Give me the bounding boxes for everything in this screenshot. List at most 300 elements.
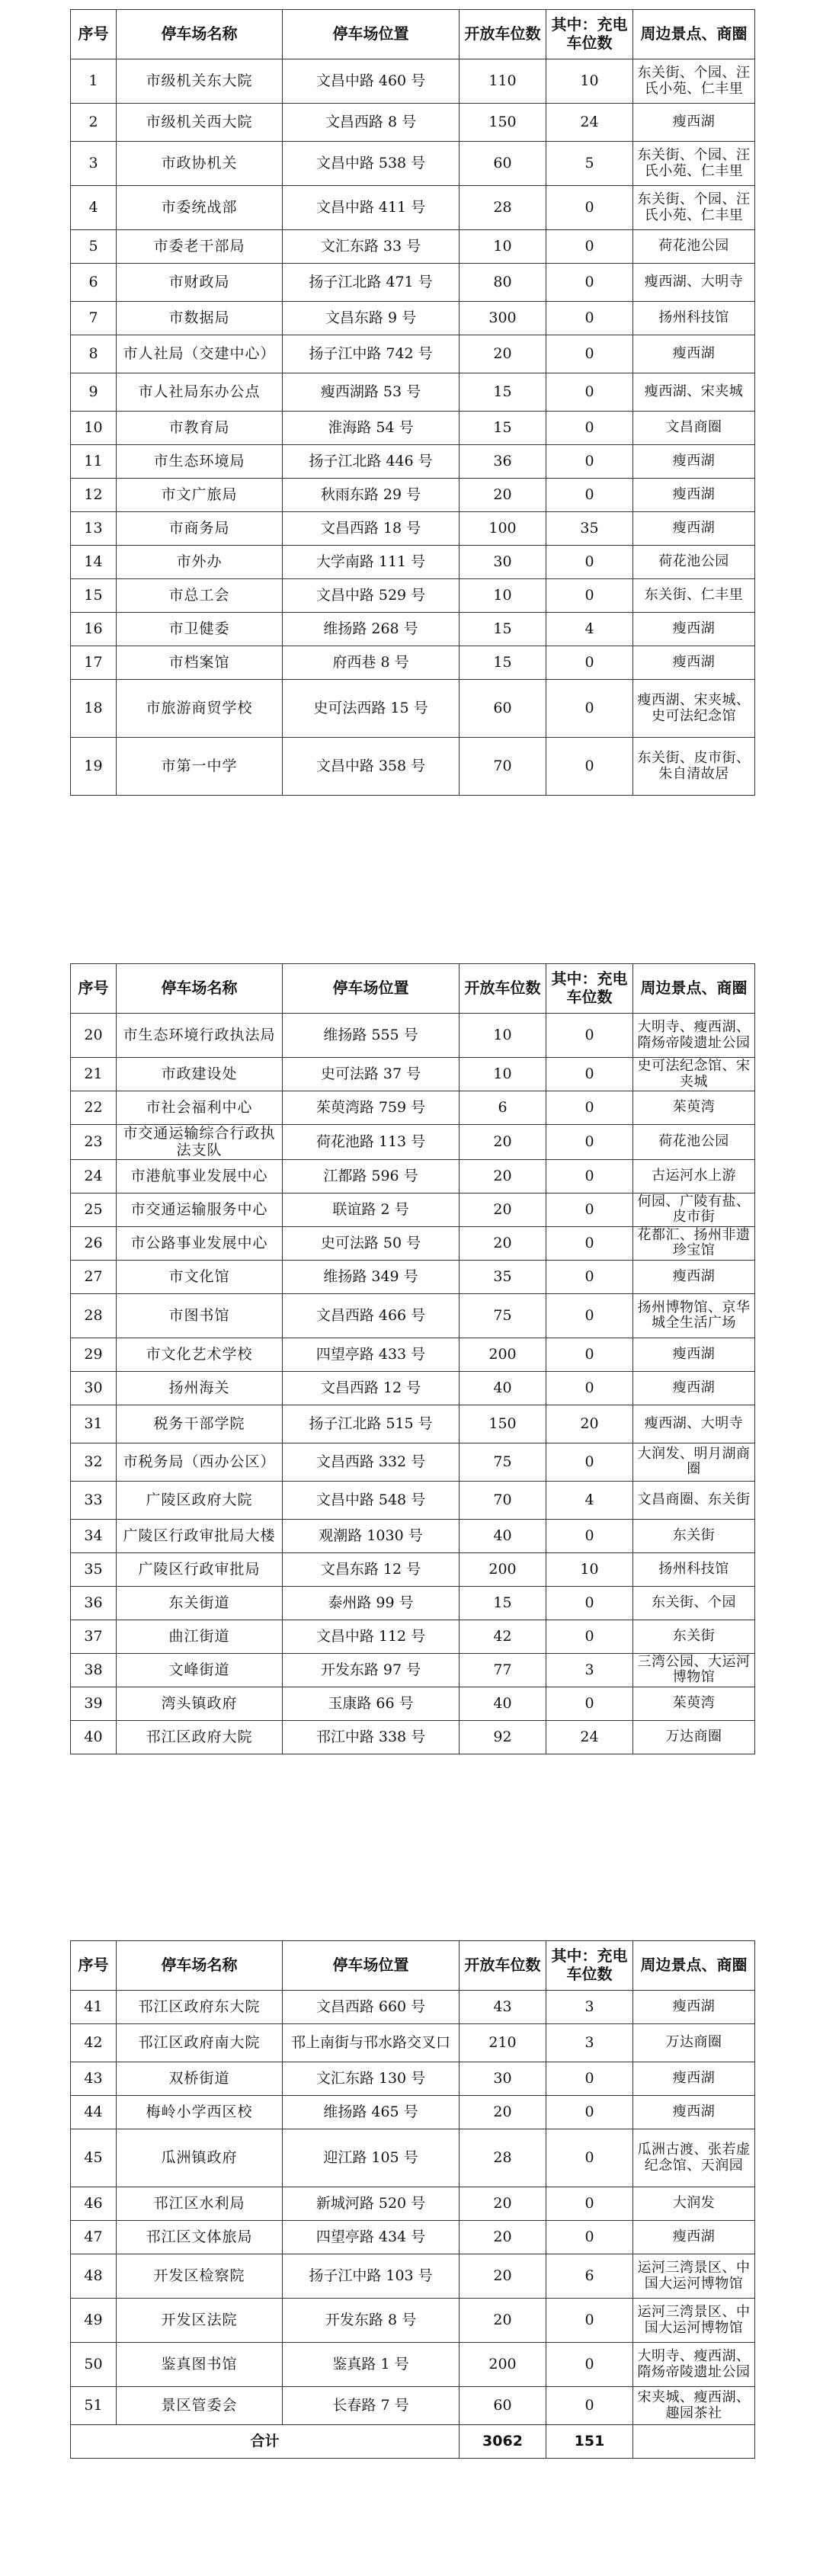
row-spaces: 20 — [460, 2299, 546, 2343]
row-spaces: 15 — [460, 412, 546, 445]
row-spaces: 35 — [460, 1260, 546, 1293]
row-charging: 0 — [546, 1443, 633, 1481]
header-spaces: 开放车位数 — [460, 1941, 546, 1991]
row-spaces: 92 — [460, 1720, 546, 1754]
table-row — [71, 1371, 755, 1405]
row-nearby: 茱萸湾 — [633, 1091, 755, 1125]
table-row — [71, 1552, 755, 1586]
row-index: 38 — [71, 1653, 117, 1687]
row-index: 32 — [71, 1443, 117, 1481]
row-name: 市文化馆 — [117, 1260, 283, 1293]
row-nearby: 运河三湾景区、中国大运河博物馆 — [633, 2299, 755, 2343]
table-row — [71, 738, 755, 796]
row-name: 东关街道 — [117, 1586, 283, 1620]
row-name: 市人社局（交建中心） — [117, 335, 283, 373]
table-row — [71, 1293, 755, 1338]
row-nearby: 万达商圈 — [633, 2024, 755, 2062]
row-charging: 0 — [546, 1371, 633, 1405]
row-index: 46 — [71, 2187, 117, 2221]
header-location: 停车场位置 — [283, 964, 460, 1014]
row-index: 28 — [71, 1293, 117, 1338]
row-spaces: 110 — [460, 59, 546, 104]
row-charging: 0 — [546, 1014, 633, 1058]
row-charging: 0 — [546, 230, 633, 264]
table-row — [71, 445, 755, 479]
row-charging: 0 — [546, 1586, 633, 1620]
row-charging: 0 — [546, 445, 633, 479]
row-charging: 4 — [546, 613, 633, 646]
row-spaces: 28 — [460, 186, 546, 230]
row-location: 鉴真路 1 号 — [283, 2343, 460, 2387]
table-row — [71, 1519, 755, 1552]
row-location: 扬子江北路 515 号 — [283, 1405, 460, 1443]
row-index: 5 — [71, 230, 117, 264]
row-spaces: 20 — [460, 1125, 546, 1160]
row-location: 文昌西路 466 号 — [283, 1293, 460, 1338]
row-charging: 6 — [546, 2254, 633, 2299]
row-location: 文汇东路 33 号 — [283, 230, 460, 264]
row-location: 史可法路 37 号 — [283, 1058, 460, 1091]
row-location: 史可法路 50 号 — [283, 1226, 460, 1260]
row-charging: 0 — [546, 646, 633, 680]
row-location: 新城河路 520 号 — [283, 2187, 460, 2221]
row-spaces: 20 — [460, 2254, 546, 2299]
row-charging: 5 — [546, 142, 633, 186]
row-name: 市级机关东大院 — [117, 59, 283, 104]
row-charging: 3 — [546, 2024, 633, 2062]
table-row — [71, 1193, 755, 1226]
table-row — [71, 264, 755, 302]
row-index: 3 — [71, 142, 117, 186]
row-name: 税务干部学院 — [117, 1405, 283, 1443]
row-charging: 3 — [546, 1653, 633, 1687]
header-location: 停车场位置 — [283, 1941, 460, 1991]
row-location: 文汇东路 130 号 — [283, 2062, 460, 2096]
row-location: 长春路 7 号 — [283, 2387, 460, 2425]
row-spaces: 42 — [460, 1620, 546, 1653]
row-spaces: 100 — [460, 512, 546, 546]
table-row — [71, 2254, 755, 2299]
table-row — [71, 335, 755, 373]
table-row — [71, 1653, 755, 1687]
header-row — [71, 10, 755, 59]
row-nearby: 东关街、个园、汪氏小苑、仁丰里 — [633, 59, 755, 104]
table-row — [71, 412, 755, 445]
row-spaces: 20 — [460, 2096, 546, 2129]
row-location: 开发东路 8 号 — [283, 2299, 460, 2343]
header-nearby: 周边景点、商圈 — [633, 964, 755, 1014]
row-spaces: 77 — [460, 1653, 546, 1687]
table-row — [71, 2096, 755, 2129]
row-spaces: 70 — [460, 1481, 546, 1519]
row-nearby: 瘦西湖 — [633, 445, 755, 479]
row-index: 42 — [71, 2024, 117, 2062]
row-location: 文昌中路 538 号 — [283, 142, 460, 186]
row-spaces: 10 — [460, 230, 546, 264]
row-index: 1 — [71, 59, 117, 104]
row-index: 4 — [71, 186, 117, 230]
row-charging: 10 — [546, 1552, 633, 1586]
row-spaces: 150 — [460, 1405, 546, 1443]
row-index: 9 — [71, 373, 117, 412]
row-spaces: 15 — [460, 646, 546, 680]
row-location: 文昌西路 12 号 — [283, 1371, 460, 1405]
row-charging: 0 — [546, 738, 633, 796]
row-name: 市港航事业发展中心 — [117, 1159, 283, 1193]
row-name: 市委老干部局 — [117, 230, 283, 264]
row-nearby: 古运河水上游 — [633, 1159, 755, 1193]
row-name: 广陵区行政审批局 — [117, 1552, 283, 1586]
row-nearby: 瘦西湖 — [633, 2062, 755, 2096]
row-name: 开发区法院 — [117, 2299, 283, 2343]
row-charging: 0 — [546, 2299, 633, 2343]
row-spaces: 300 — [460, 302, 546, 335]
row-name: 广陵区政府大院 — [117, 1481, 283, 1519]
row-index: 24 — [71, 1159, 117, 1193]
row-charging: 0 — [546, 479, 633, 512]
row-charging: 0 — [546, 2096, 633, 2129]
row-name: 市委统战部 — [117, 186, 283, 230]
row-spaces: 150 — [460, 104, 546, 142]
row-index: 41 — [71, 1991, 117, 2024]
row-index: 15 — [71, 579, 117, 613]
row-index: 11 — [71, 445, 117, 479]
table-row — [71, 142, 755, 186]
row-name: 鉴真图书馆 — [117, 2343, 283, 2387]
row-spaces: 70 — [460, 738, 546, 796]
row-charging: 0 — [546, 680, 633, 738]
row-location: 文昌西路 660 号 — [283, 1991, 460, 2024]
row-index: 26 — [71, 1226, 117, 1260]
row-name: 开发区检察院 — [117, 2254, 283, 2299]
row-nearby: 瘦西湖、大明寺 — [633, 1405, 755, 1443]
row-location: 秋雨东路 29 号 — [283, 479, 460, 512]
row-name: 市政协机关 — [117, 142, 283, 186]
row-index: 16 — [71, 613, 117, 646]
row-nearby: 扬州科技馆 — [633, 1552, 755, 1586]
table-row — [71, 1260, 755, 1293]
row-location: 文昌中路 548 号 — [283, 1481, 460, 1519]
row-nearby: 东关街、个园 — [633, 1586, 755, 1620]
row-index: 17 — [71, 646, 117, 680]
row-index: 43 — [71, 2062, 117, 2096]
row-spaces: 210 — [460, 2024, 546, 2062]
row-index: 40 — [71, 1720, 117, 1754]
row-location: 邗江中路 338 号 — [283, 1720, 460, 1754]
table-row — [71, 2024, 755, 2062]
table-row — [71, 59, 755, 104]
header-name: 停车场名称 — [117, 964, 283, 1014]
row-spaces: 60 — [460, 2387, 546, 2425]
row-spaces: 40 — [460, 1687, 546, 1720]
row-nearby: 瘦西湖 — [633, 1260, 755, 1293]
row-nearby: 瘦西湖 — [633, 104, 755, 142]
row-spaces: 20 — [460, 2221, 546, 2254]
row-name: 市第一中学 — [117, 738, 283, 796]
row-index: 39 — [71, 1687, 117, 1720]
table-row — [71, 1125, 755, 1160]
row-charging: 0 — [546, 335, 633, 373]
row-index: 47 — [71, 2221, 117, 2254]
row-location: 文昌东路 9 号 — [283, 302, 460, 335]
row-spaces: 40 — [460, 1371, 546, 1405]
row-spaces: 200 — [460, 1552, 546, 1586]
header-name: 停车场名称 — [117, 1941, 283, 1991]
row-name: 邗江区政府大院 — [117, 1720, 283, 1754]
row-nearby: 东关街、个园、汪氏小苑、仁丰里 — [633, 186, 755, 230]
table-row — [71, 186, 755, 230]
row-nearby: 瘦西湖 — [633, 2096, 755, 2129]
row-nearby: 东关街、仁丰里 — [633, 579, 755, 613]
row-name: 邗江区政府南大院 — [117, 2024, 283, 2062]
row-location: 扬子江北路 446 号 — [283, 445, 460, 479]
table-row — [71, 680, 755, 738]
row-nearby: 东关街、个园、汪氏小苑、仁丰里 — [633, 142, 755, 186]
row-location: 扬子江中路 103 号 — [283, 2254, 460, 2299]
table-row — [71, 1405, 755, 1443]
row-location: 大学南路 111 号 — [283, 546, 460, 579]
table-row — [71, 1058, 755, 1091]
row-spaces: 75 — [460, 1293, 546, 1338]
row-name: 市数据局 — [117, 302, 283, 335]
row-index: 14 — [71, 546, 117, 579]
row-name: 景区管委会 — [117, 2387, 283, 2425]
row-nearby: 万达商圈 — [633, 1720, 755, 1754]
row-location: 维扬路 268 号 — [283, 613, 460, 646]
row-charging: 0 — [546, 186, 633, 230]
row-spaces: 15 — [460, 373, 546, 412]
row-name: 曲江街道 — [117, 1620, 283, 1653]
row-location: 维扬路 349 号 — [283, 1260, 460, 1293]
total-spaces: 3062 — [460, 2425, 546, 2459]
row-location: 文昌中路 460 号 — [283, 59, 460, 104]
table-row — [71, 1586, 755, 1620]
row-spaces: 10 — [460, 1058, 546, 1091]
row-name: 市交通运输综合行政执法支队 — [117, 1125, 283, 1160]
row-location: 文昌中路 358 号 — [283, 738, 460, 796]
row-index: 6 — [71, 264, 117, 302]
row-spaces: 75 — [460, 1443, 546, 1481]
row-nearby: 瘦西湖 — [633, 512, 755, 546]
table-row — [71, 230, 755, 264]
table-row — [71, 302, 755, 335]
row-name: 市卫健委 — [117, 613, 283, 646]
row-charging: 0 — [546, 579, 633, 613]
row-nearby: 茱萸湾 — [633, 1687, 755, 1720]
header-location: 停车场位置 — [283, 10, 460, 59]
row-index: 12 — [71, 479, 117, 512]
table-row — [71, 1991, 755, 2024]
row-location: 玉康路 66 号 — [283, 1687, 460, 1720]
row-nearby: 瘦西湖 — [633, 1338, 755, 1371]
row-nearby: 三湾公园、大运河博物馆 — [633, 1653, 755, 1687]
row-name: 市旅游商贸学校 — [117, 680, 283, 738]
row-charging: 0 — [546, 1620, 633, 1653]
row-location: 邗上南街与邗水路交叉口 — [283, 2024, 460, 2062]
table-row — [71, 2129, 755, 2187]
row-spaces: 10 — [460, 1014, 546, 1058]
table-row — [71, 2343, 755, 2387]
table-row — [71, 1226, 755, 1260]
row-location: 四望亭路 433 号 — [283, 1338, 460, 1371]
row-name: 市外办 — [117, 546, 283, 579]
row-nearby: 瘦西湖 — [633, 1371, 755, 1405]
row-nearby: 瘦西湖 — [633, 1991, 755, 2024]
row-location: 四望亭路 434 号 — [283, 2221, 460, 2254]
table-row — [71, 1014, 755, 1058]
row-charging: 24 — [546, 104, 633, 142]
row-index: 35 — [71, 1552, 117, 1586]
row-index: 51 — [71, 2387, 117, 2425]
row-index: 29 — [71, 1338, 117, 1371]
row-location: 开发东路 97 号 — [283, 1653, 460, 1687]
row-charging: 0 — [546, 2129, 633, 2187]
row-location: 维扬路 555 号 — [283, 1014, 460, 1058]
row-name: 市商务局 — [117, 512, 283, 546]
row-spaces: 30 — [460, 2062, 546, 2096]
row-name: 市生态环境行政执法局 — [117, 1014, 283, 1058]
row-name: 湾头镇政府 — [117, 1687, 283, 1720]
row-charging: 0 — [546, 1125, 633, 1160]
header-name: 停车场名称 — [117, 10, 283, 59]
row-name: 扬州海关 — [117, 1371, 283, 1405]
row-spaces: 60 — [460, 142, 546, 186]
row-nearby: 扬州博物馆、京华城全生活广场 — [633, 1293, 755, 1338]
row-nearby: 运河三湾景区、中国大运河博物馆 — [633, 2254, 755, 2299]
row-name: 市社会福利中心 — [117, 1091, 283, 1125]
row-spaces: 20 — [460, 1159, 546, 1193]
row-location: 文昌西路 8 号 — [283, 104, 460, 142]
row-nearby: 东关街、皮市街、朱自清故居 — [633, 738, 755, 796]
row-charging: 0 — [546, 2062, 633, 2096]
row-location: 文昌东路 12 号 — [283, 1552, 460, 1586]
row-charging: 0 — [546, 1519, 633, 1552]
row-charging: 0 — [546, 1687, 633, 1720]
row-nearby: 瘦西湖 — [633, 613, 755, 646]
header-charging: 其中：充电车位数 — [546, 964, 633, 1014]
row-name: 市公路事业发展中心 — [117, 1226, 283, 1260]
row-charging: 0 — [546, 1226, 633, 1260]
row-charging: 10 — [546, 59, 633, 104]
row-spaces: 60 — [460, 680, 546, 738]
row-nearby: 东关街 — [633, 1620, 755, 1653]
row-index: 13 — [71, 512, 117, 546]
row-index: 10 — [71, 412, 117, 445]
table-row — [71, 1481, 755, 1519]
table-row — [71, 1091, 755, 1125]
table-row — [71, 613, 755, 646]
row-nearby: 文昌商圈、东关街 — [633, 1481, 755, 1519]
table-row — [71, 1338, 755, 1371]
table-row — [71, 646, 755, 680]
row-index: 23 — [71, 1125, 117, 1160]
row-nearby: 大明寺、瘦西湖、隋炀帝陵遗址公园 — [633, 1014, 755, 1058]
row-spaces: 43 — [460, 1991, 546, 2024]
row-spaces: 80 — [460, 264, 546, 302]
row-nearby: 瓜洲古渡、张若虚纪念馆、天润园 — [633, 2129, 755, 2187]
row-spaces: 15 — [460, 1586, 546, 1620]
table-row — [71, 104, 755, 142]
row-nearby: 文昌商圈 — [633, 412, 755, 445]
row-location: 文昌西路 332 号 — [283, 1443, 460, 1481]
row-charging: 0 — [546, 264, 633, 302]
parking-table-1 — [70, 9, 755, 796]
row-spaces: 20 — [460, 335, 546, 373]
table-row — [71, 1159, 755, 1193]
row-charging: 0 — [546, 373, 633, 412]
table-row — [71, 2387, 755, 2425]
row-index: 37 — [71, 1620, 117, 1653]
row-location: 江都路 596 号 — [283, 1159, 460, 1193]
row-name: 市教育局 — [117, 412, 283, 445]
row-location: 泰州路 99 号 — [283, 1586, 460, 1620]
row-location: 扬子江中路 742 号 — [283, 335, 460, 373]
row-index: 50 — [71, 2343, 117, 2387]
row-name: 市图书馆 — [117, 1293, 283, 1338]
table-row — [71, 479, 755, 512]
table-row — [71, 2299, 755, 2343]
table-row — [71, 1620, 755, 1653]
row-spaces: 20 — [460, 1193, 546, 1226]
row-name: 市总工会 — [117, 579, 283, 613]
row-index: 45 — [71, 2129, 117, 2187]
row-location: 淮海路 54 号 — [283, 412, 460, 445]
header-index: 序号 — [71, 10, 117, 59]
row-name: 市政建设处 — [117, 1058, 283, 1091]
row-charging: 4 — [546, 1481, 633, 1519]
row-nearby: 东关街 — [633, 1519, 755, 1552]
row-charging: 3 — [546, 1991, 633, 2024]
row-charging: 0 — [546, 412, 633, 445]
row-index: 48 — [71, 2254, 117, 2299]
row-charging: 0 — [546, 2387, 633, 2425]
row-charging: 35 — [546, 512, 633, 546]
row-charging: 0 — [546, 1260, 633, 1293]
row-charging: 0 — [546, 302, 633, 335]
row-charging: 0 — [546, 1293, 633, 1338]
row-nearby: 何园、广陵有盐、皮市街 — [633, 1193, 755, 1226]
row-nearby: 花都汇、扬州非遗珍宝馆 — [633, 1226, 755, 1260]
row-name: 市文化艺术学校 — [117, 1338, 283, 1371]
table-row — [71, 373, 755, 412]
header-charging: 其中：充电车位数 — [546, 10, 633, 59]
row-nearby: 扬州科技馆 — [633, 302, 755, 335]
row-name: 市档案馆 — [117, 646, 283, 680]
row-name: 邗江区文体旅局 — [117, 2221, 283, 2254]
row-location: 扬子江北路 471 号 — [283, 264, 460, 302]
row-location: 瘦西湖路 53 号 — [283, 373, 460, 412]
row-nearby: 荷花池公园 — [633, 1125, 755, 1160]
table-row — [71, 2062, 755, 2096]
row-index: 34 — [71, 1519, 117, 1552]
row-charging: 0 — [546, 1193, 633, 1226]
row-location: 联谊路 2 号 — [283, 1193, 460, 1226]
row-name: 市级机关西大院 — [117, 104, 283, 142]
row-spaces: 200 — [460, 1338, 546, 1371]
header-nearby: 周边景点、商圈 — [633, 10, 755, 59]
row-nearby: 瘦西湖 — [633, 646, 755, 680]
table-row — [71, 579, 755, 613]
header-nearby: 周边景点、商圈 — [633, 1941, 755, 1991]
row-nearby: 瘦西湖 — [633, 335, 755, 373]
row-spaces: 200 — [460, 2343, 546, 2387]
row-name: 市文广旅局 — [117, 479, 283, 512]
total-empty — [633, 2425, 755, 2459]
row-spaces: 10 — [460, 579, 546, 613]
row-nearby: 宋夹城、瘦西湖、趣园茶社 — [633, 2387, 755, 2425]
row-charging: 20 — [546, 1405, 633, 1443]
table-row — [71, 512, 755, 546]
